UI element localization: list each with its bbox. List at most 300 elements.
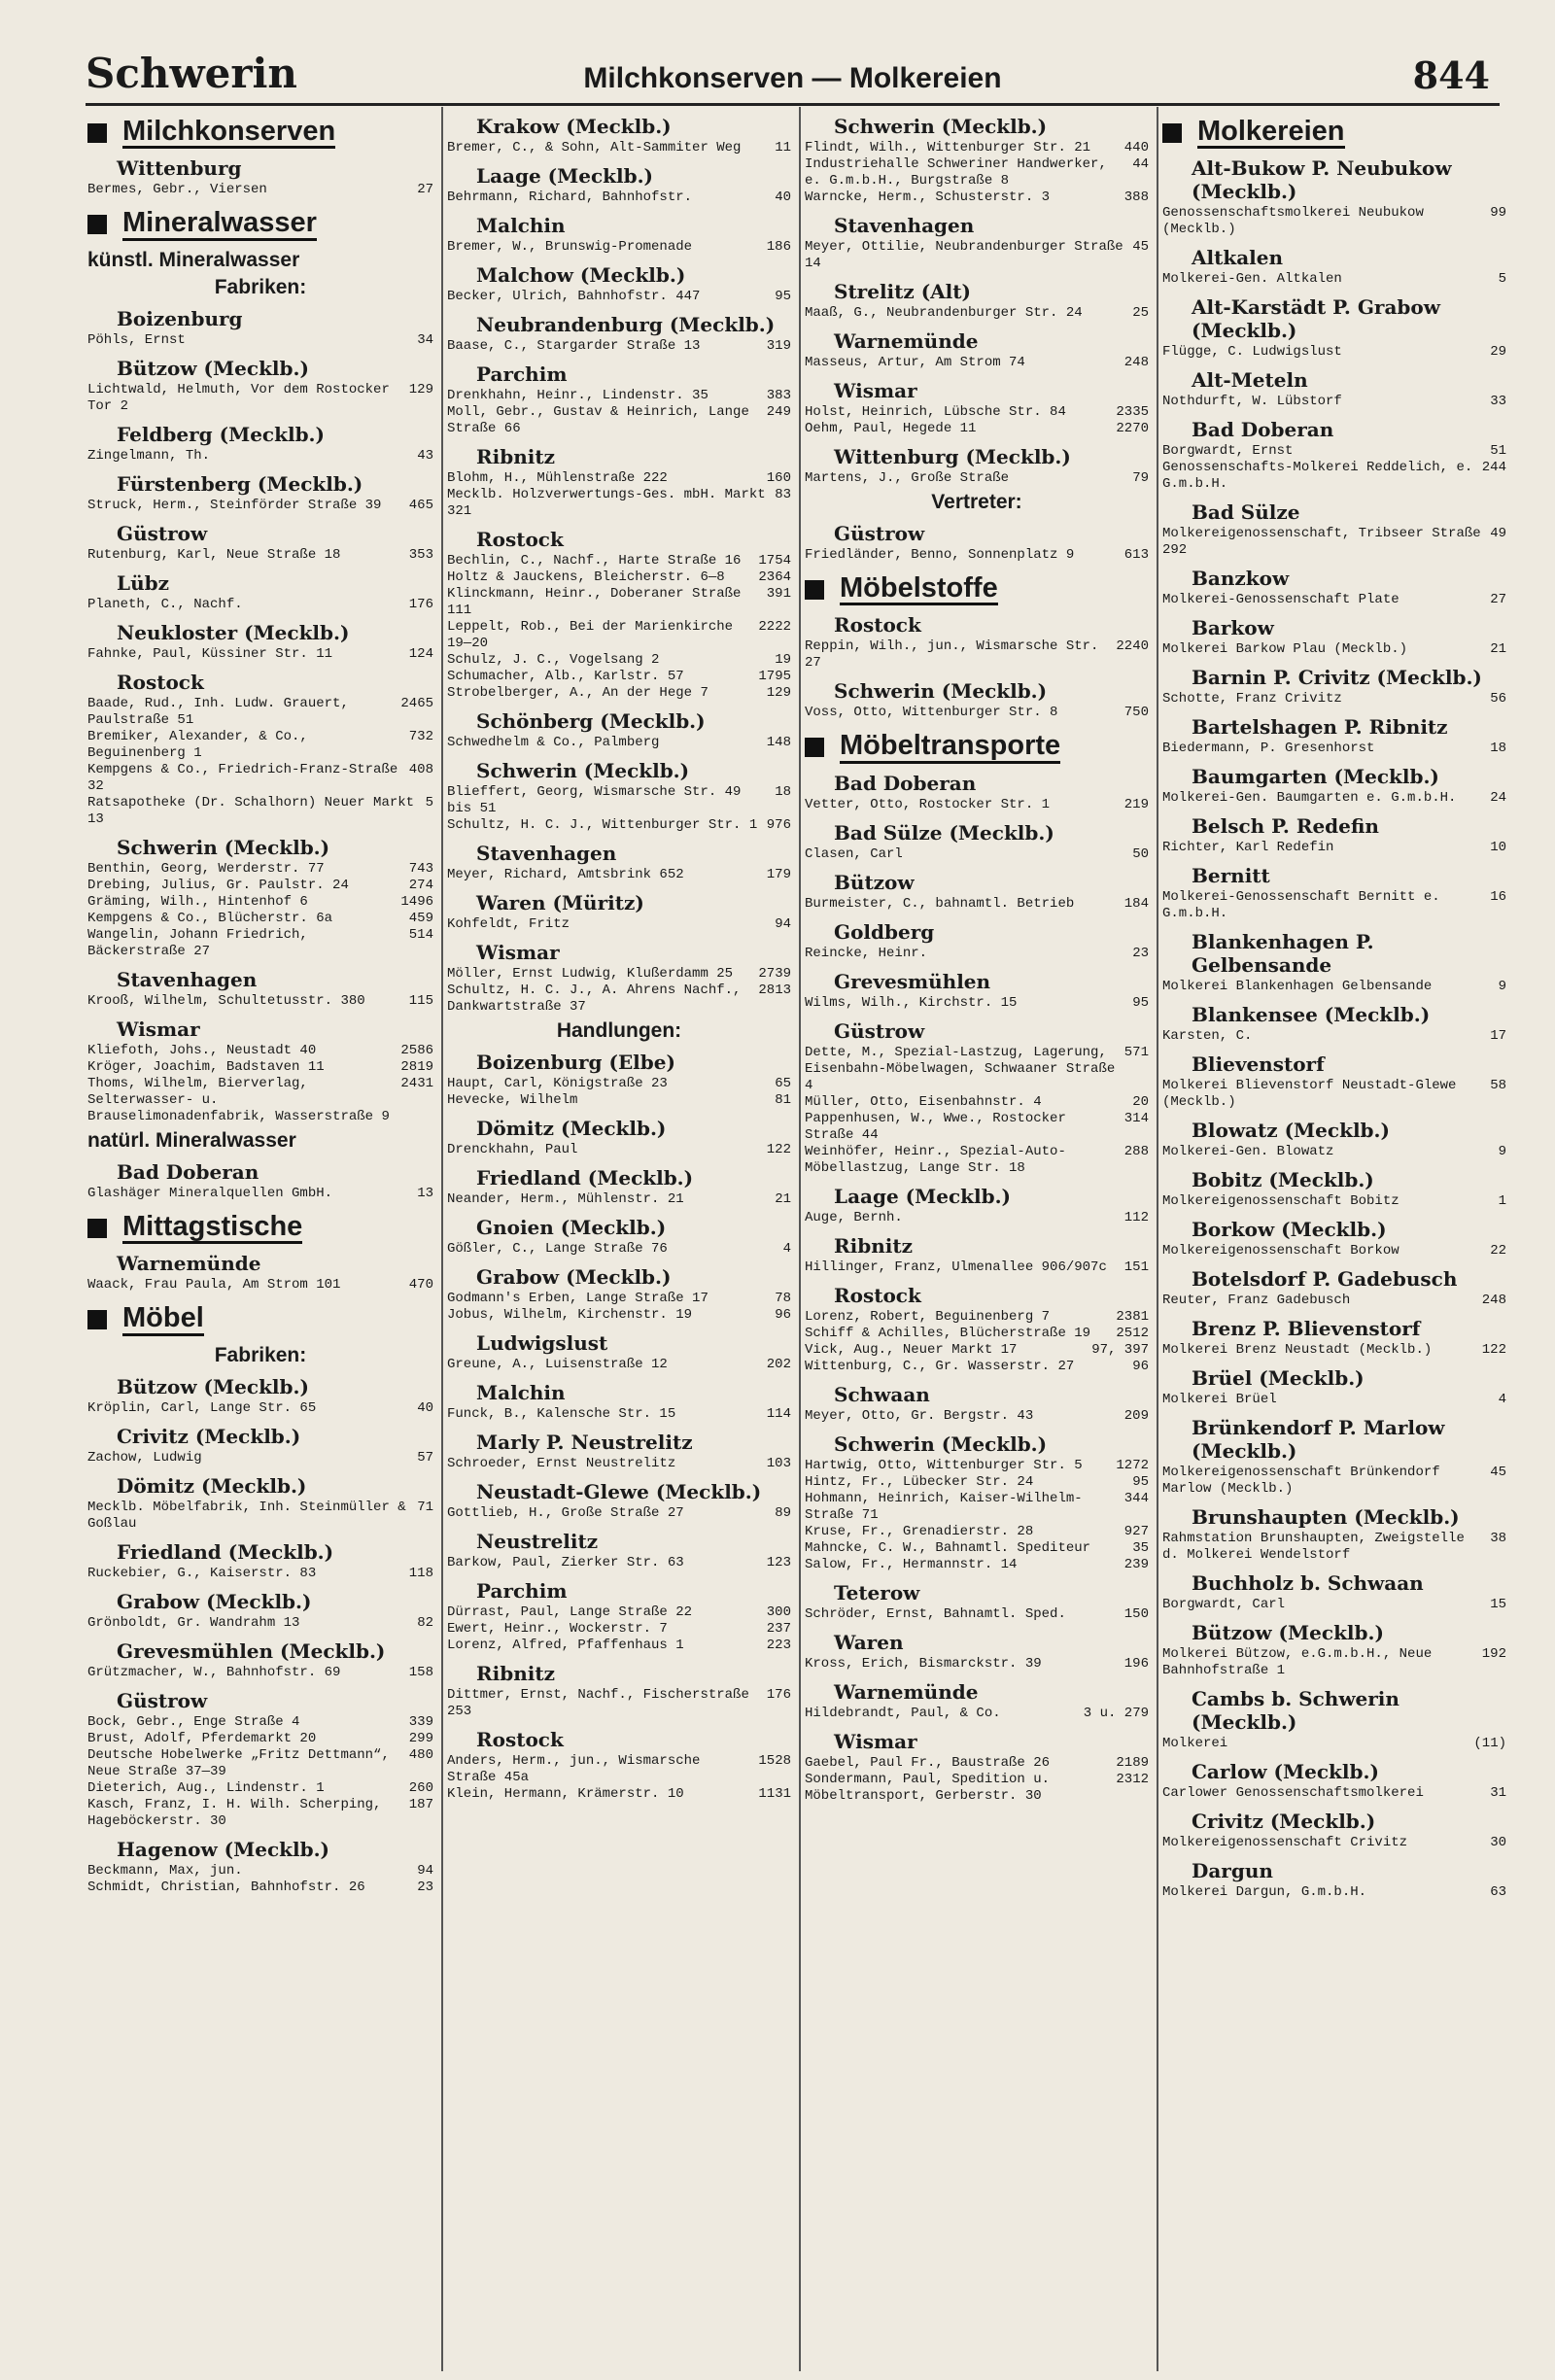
city-heading: Baumgarten (Mecklb.) xyxy=(1192,765,1439,789)
entry-phone: 260 xyxy=(408,1779,433,1796)
entry-name: Warncke, Herm., Schusterstr. 3 xyxy=(805,190,1051,205)
entry-phone: 17 xyxy=(1490,1028,1506,1045)
listing-entry xyxy=(87,878,433,894)
entry-phone: 22 xyxy=(1490,1243,1506,1259)
entry-name: Kross, Erich, Bismarckstr. 39 xyxy=(805,1655,1042,1672)
entry-name: Hintz, Fr., Lübecker Str. 24 xyxy=(805,1473,1034,1490)
entry-phone: 750 xyxy=(1123,705,1149,721)
city-heading: Friedland (Mecklb.) xyxy=(117,1539,334,1564)
entry-name: Molkerei-Genossenschaft Bernitt e. G.m.b.H. xyxy=(1162,889,1440,922)
entry-name: Kröger, Joachim, Badstaven 11 xyxy=(87,1058,325,1075)
listing-entry xyxy=(447,685,791,702)
entry-name: Klinckmann, Heinr., Doberaner Straße 111 xyxy=(447,586,742,618)
city-heading: Bernitt xyxy=(1192,864,1270,888)
entry-name: Wilms, Wilh., Kirchstr. 15 xyxy=(805,994,1018,1011)
listing-entry xyxy=(805,1524,1149,1540)
entry-name: Kröplin, Carl, Lange Str. 65 xyxy=(87,1399,317,1416)
listing-entry xyxy=(805,1755,1149,1772)
listing-entry xyxy=(805,1491,1149,1524)
entry-phone: 1754 xyxy=(758,553,791,569)
listing-entry xyxy=(805,1342,1149,1359)
entry-name: Molkerei-Gen. Baumgarten e. G.m.b.H. xyxy=(1162,790,1457,807)
entry-phone: 459 xyxy=(408,910,433,926)
entry-phone: 2222 xyxy=(758,619,791,635)
entry-name: Industriehalle Schweriner Handwerker, e. G.m.b.H., Burgstraße 8 xyxy=(805,156,1107,189)
entry-phone: 9 xyxy=(1498,1144,1506,1160)
entry-phone: 732 xyxy=(408,728,433,744)
entry-name: Flindt, Wilh., Wittenburger Str. 21 xyxy=(805,140,1091,155)
entry-phone: 237 xyxy=(766,1621,791,1637)
entry-name: Auge, Bernh. xyxy=(805,1209,903,1225)
entry-phone: 96 xyxy=(775,1307,791,1323)
city-heading: Bad Doberan xyxy=(1192,418,1334,442)
city-heading: Bad Doberan xyxy=(834,771,977,795)
entry-name: Schiff & Achilles, Blücherstraße 19 xyxy=(805,1325,1091,1341)
entry-name: Sondermann, Paul, Spedition u. Möbeltransport, Gerberstr. 30 xyxy=(805,1771,1051,1804)
entry-phone: 33 xyxy=(1490,394,1506,410)
listing-entry xyxy=(805,239,1149,272)
entry-phone: 114 xyxy=(766,1406,791,1422)
listing-entry xyxy=(805,1656,1149,1673)
listing-entry xyxy=(1162,1785,1506,1802)
entry-name: Bremer, C., & Sohn, Alt-Sammiter Weg xyxy=(447,140,742,155)
listing-entry xyxy=(447,1191,791,1208)
entry-phone: 65 xyxy=(775,1076,791,1091)
entry-name: Glashäger Mineralquellen GmbH. xyxy=(87,1185,333,1201)
entry-phone: 391 xyxy=(766,586,791,602)
city-heading: Parchim xyxy=(476,1579,568,1603)
entry-name: Kruse, Fr., Grenadierstr. 28 xyxy=(805,1523,1034,1539)
entry-name: Molkerei Brüel xyxy=(1162,1392,1277,1408)
entry-name: Strobelberger, A., An der Hege 7 xyxy=(447,685,708,701)
subsection-heading: künstl. Mineralwasser xyxy=(87,248,300,271)
entry-phone: 63 xyxy=(1490,1884,1506,1901)
entry-phone: 82 xyxy=(417,1614,433,1631)
entry-phone: 29 xyxy=(1490,344,1506,361)
listing-entry xyxy=(1162,1342,1506,1359)
entry-phone: 118 xyxy=(408,1565,433,1581)
listing-entry xyxy=(1162,205,1506,238)
entry-name: Bremer, W., Brunswig-Promenade xyxy=(447,239,693,255)
entry-phone: 196 xyxy=(1123,1655,1149,1672)
entry-name: Richter, Karl Redefin xyxy=(1162,840,1334,856)
entry-phone: 2813 xyxy=(758,983,791,998)
listing-entry xyxy=(87,1500,433,1533)
city-heading: Rostock xyxy=(117,670,204,694)
entry-phone: 71 xyxy=(417,1499,433,1515)
entry-phone: 4 xyxy=(782,1241,791,1257)
entry-phone: 25 xyxy=(1132,305,1149,321)
entry-name: Molkerei Barkow Plau (Mecklb.) xyxy=(1162,641,1408,658)
entry-name: Benthin, Georg, Werderstr. 77 xyxy=(87,860,325,877)
city-heading: Blowatz (Mecklb.) xyxy=(1192,1119,1390,1143)
entry-phone: 31 xyxy=(1490,1785,1506,1802)
listing-entry xyxy=(805,1474,1149,1491)
listing-entry xyxy=(447,553,791,569)
city-heading: Dömitz (Mecklb.) xyxy=(117,1473,307,1498)
entry-phone: 223 xyxy=(766,1638,791,1653)
entry-name: Pöhls, Ernst xyxy=(87,331,186,348)
section-heading xyxy=(87,208,433,240)
entry-name: Reppin, Wilh., jun., Wismarsche Str. 27 xyxy=(805,638,1099,672)
entry-name: Meyer, Richard, Amtsbrink 652 xyxy=(447,867,684,882)
entry-phone: 176 xyxy=(766,1687,791,1703)
listing-entry xyxy=(87,1731,433,1747)
entry-phone: 976 xyxy=(766,817,791,833)
entry-name: Molkerei-Genossenschaft Plate xyxy=(1162,592,1400,608)
section-bullet-icon xyxy=(87,123,107,143)
section-title: Mineralwasser xyxy=(122,208,317,240)
city-heading: Grabow (Mecklb.) xyxy=(476,1265,672,1289)
entry-phone: 176 xyxy=(408,596,433,612)
city-heading: Blankenhagen P. Gelbensande xyxy=(1192,930,1374,978)
city-heading: Carlow (Mecklb.) xyxy=(1192,1760,1379,1784)
entry-phone: 89 xyxy=(775,1505,791,1521)
entry-name: Kempgens & Co., Friedrich-Franz-Straße 32 xyxy=(87,761,398,794)
listing-entry xyxy=(805,1540,1149,1557)
entry-name: Krooß, Wilhelm, Schultetusstr. 380 xyxy=(87,992,365,1009)
city-heading: Krakow (Mecklb.) xyxy=(476,115,672,138)
listing-entry xyxy=(447,487,791,520)
listing-entry xyxy=(805,896,1149,913)
listing-entry xyxy=(805,705,1149,721)
entry-name: Klein, Hermann, Krämerstr. 10 xyxy=(447,1786,684,1802)
city-heading: Grevesmühlen xyxy=(834,969,991,993)
entry-name: Waack, Frau Paula, Am Strom 101 xyxy=(87,1277,341,1293)
city-heading: Brunshaupten (Mecklb.) xyxy=(1192,1505,1460,1530)
entry-name: Becker, Ulrich, Bahnhofstr. 447 xyxy=(447,289,701,304)
listing-entry xyxy=(805,1557,1149,1573)
section-bullet-icon xyxy=(1162,123,1182,143)
entry-phone: 112 xyxy=(1123,1209,1149,1225)
entry-phone: 1496 xyxy=(400,893,433,910)
listing-entry xyxy=(447,569,791,586)
listing-entry xyxy=(1162,889,1506,922)
entry-name: Fahnke, Paul, Küssiner Str. 11 xyxy=(87,645,333,662)
section-title: Möbel xyxy=(122,1303,204,1335)
listing-entry xyxy=(1162,1243,1506,1259)
entry-name: Molkereigenossenschaft Bobitz xyxy=(1162,1193,1400,1210)
city-heading: Blankensee (Mecklb.) xyxy=(1192,1003,1431,1027)
entry-name: Molkerei Brenz Neustadt (Mecklb.) xyxy=(1162,1342,1433,1359)
entry-phone: 45 xyxy=(1132,239,1149,255)
entry-name: Flügge, C. Ludwigslust xyxy=(1162,344,1342,361)
city-heading: Laage (Mecklb.) xyxy=(476,164,654,188)
entry-name: Baade, Rud., Inh. Ludw. Grauert, Paulstraße 51 xyxy=(87,695,349,728)
entry-name: Ratsapotheke (Dr. Schalhorn) Neuer Markt 13 xyxy=(87,794,415,827)
entry-name: Salow, Fr., Hermannstr. 14 xyxy=(805,1556,1018,1572)
listing-entry xyxy=(447,1076,791,1092)
city-heading: Goldberg xyxy=(834,919,935,944)
city-heading: Laage (Mecklb.) xyxy=(834,1184,1012,1208)
entry-phone: 2431 xyxy=(400,1075,433,1091)
listing-entry xyxy=(1162,1028,1506,1045)
entry-name: Schwedhelm & Co., Palmberg xyxy=(447,735,660,750)
entry-phone: 151 xyxy=(1123,1259,1149,1275)
entry-name: Möller, Ernst Ludwig, Klußerdamm 25 xyxy=(447,966,734,982)
city-heading: Malchin xyxy=(476,1381,566,1404)
entry-name: Mecklb. Holzverwertungs-Ges. mbH. Markt 321 xyxy=(447,487,766,519)
city-heading: Belsch P. Redefin xyxy=(1192,814,1379,839)
entry-phone: 927 xyxy=(1123,1523,1149,1539)
page-header xyxy=(86,49,1500,106)
entry-phone: 158 xyxy=(408,1664,433,1680)
entry-phone: 58 xyxy=(1490,1078,1506,1094)
listing-entry xyxy=(87,696,433,729)
listing-entry xyxy=(447,388,791,404)
entry-name: Nothdurft, W. Lübstorf xyxy=(1162,394,1342,410)
city-heading: Warnemünde xyxy=(834,329,979,353)
entry-phone: 95 xyxy=(775,289,791,304)
listing-entry xyxy=(1162,790,1506,807)
entry-phone: 44 xyxy=(1132,156,1149,172)
listing-entry xyxy=(1162,271,1506,288)
listing-entry xyxy=(447,669,791,685)
entry-phone: 319 xyxy=(766,338,791,354)
listing-entry xyxy=(447,1291,791,1307)
entry-name: Bechlin, C., Nachf., Harte Straße 16 xyxy=(447,553,742,569)
entry-phone: 1272 xyxy=(1116,1457,1149,1473)
entry-phone: 81 xyxy=(775,1092,791,1108)
entry-name: Schumacher, Alb., Karlstr. 57 xyxy=(447,669,684,684)
city-heading: Güstrow xyxy=(117,1688,208,1712)
listing-entry xyxy=(1162,979,1506,995)
entry-name: Hildebrandt, Paul, & Co. xyxy=(805,1705,1001,1721)
section-heading xyxy=(87,1303,433,1335)
entry-phone: 96 xyxy=(1132,1358,1149,1374)
entry-name: Biedermann, P. Gresenhorst xyxy=(1162,741,1375,757)
entry-name: Friedländer, Benno, Sonnenplatz 9 xyxy=(805,547,1075,563)
entry-name: Karsten, C. xyxy=(1162,1028,1253,1045)
entry-phone: 16 xyxy=(1490,889,1506,906)
entry-name: Struck, Herm., Steinförder Straße 39 xyxy=(87,497,382,513)
entry-name: Ruckebier, G., Kaiserstr. 83 xyxy=(87,1565,317,1581)
entry-phone: 97, 397 xyxy=(1091,1341,1149,1358)
listing-entry xyxy=(1162,1392,1506,1408)
entry-phone: 40 xyxy=(775,190,791,205)
city-heading: Grabow (Mecklb.) xyxy=(117,1589,312,1613)
section-heading xyxy=(87,1212,433,1244)
listing-entry xyxy=(87,762,433,795)
entry-name: Schultz, H. C. J., A. Ahrens Nachf., Dankwartstraße 37 xyxy=(447,983,742,1015)
listing-entry xyxy=(1162,1646,1506,1679)
city-heading: Wismar xyxy=(476,941,560,964)
entry-name: Pappenhusen, W., Wwe., Rostocker Straße 44 xyxy=(805,1110,1066,1143)
city-heading: Banzkow xyxy=(1192,567,1290,591)
entry-phone: 4 xyxy=(1498,1392,1506,1408)
entry-name: Mecklb. Möbelfabrik, Inh. Steinmüller & Goßlau xyxy=(87,1499,406,1532)
entry-phone: 11 xyxy=(775,140,791,155)
city-heading: Wittenburg xyxy=(117,156,242,181)
listing-entry xyxy=(447,619,791,652)
entry-phone: 2739 xyxy=(758,966,791,982)
entry-name: Holtz & Jauckens, Bleicherstr. 6—8 xyxy=(447,569,725,585)
listing-entry xyxy=(1162,526,1506,559)
entry-name: Schmidt, Christian, Bahnhofstr. 26 xyxy=(87,1879,365,1895)
entry-name: Kempgens & Co., Blücherstr. 6a xyxy=(87,910,333,926)
city-heading: Hagenow (Mecklb.) xyxy=(117,1837,329,1861)
listing-entry xyxy=(447,1604,791,1621)
entry-phone: 78 xyxy=(775,1291,791,1306)
listing-entry xyxy=(87,547,433,564)
entry-name: Molkerei xyxy=(1162,1736,1228,1752)
subsection-heading: Fabriken: xyxy=(214,1343,307,1366)
entry-name: Anders, Herm., jun., Wismarsche Straße 45a xyxy=(447,1753,701,1785)
entry-name: Voss, Otto, Wittenburger Str. 8 xyxy=(805,705,1058,721)
listing-entry xyxy=(87,448,433,465)
listing-entry xyxy=(87,861,433,878)
section-bullet-icon xyxy=(805,580,824,600)
city-heading: Strelitz (Alt) xyxy=(834,280,971,303)
entry-phone: 1528 xyxy=(758,1753,791,1769)
entry-phone: 344 xyxy=(1123,1490,1149,1506)
listing-entry xyxy=(447,784,791,817)
city-heading: Barnin P. Crivitz (Mecklb.) xyxy=(1192,666,1482,690)
city-heading: Lübz xyxy=(117,570,169,595)
city-heading: Altkalen xyxy=(1192,246,1284,270)
entry-phone: 123 xyxy=(766,1555,791,1570)
listing-entry xyxy=(1162,840,1506,856)
listing-entry xyxy=(805,404,1149,421)
entry-name: Godmann's Erben, Lange Straße 17 xyxy=(447,1291,708,1306)
listing-entry xyxy=(447,1241,791,1258)
entry-phone: 383 xyxy=(766,388,791,403)
city-heading: Ribnitz xyxy=(476,445,555,468)
listing-entry xyxy=(805,1111,1149,1144)
entry-name: Blohm, H., Mühlenstraße 222 xyxy=(447,470,668,486)
entry-phone: 2819 xyxy=(400,1058,433,1075)
column-3 xyxy=(799,107,1153,2371)
listing-entry xyxy=(805,995,1149,1012)
listing-entry xyxy=(447,983,791,1016)
listing-entry xyxy=(1162,443,1506,460)
entry-name: Schotte, Franz Crivitz xyxy=(1162,691,1342,707)
entry-phone: 150 xyxy=(1123,1605,1149,1622)
page-number: 844 xyxy=(1412,53,1490,97)
city-heading: Schwerin (Mecklb.) xyxy=(834,1431,1048,1456)
listing-entry xyxy=(1162,1597,1506,1613)
city-heading: Stavenhagen xyxy=(834,214,975,237)
entry-phone: 314 xyxy=(1123,1110,1149,1126)
entry-name: Weinhöfer, Heinr., Spezial-Auto-Möbellastzug, Lange Str. 18 xyxy=(805,1143,1066,1176)
entry-phone: 2364 xyxy=(758,569,791,585)
entry-name: Molkerei-Gen. Blowatz xyxy=(1162,1144,1334,1160)
listing-entry xyxy=(87,1797,433,1830)
listing-entry xyxy=(87,1277,433,1293)
listing-entry xyxy=(87,382,433,415)
section-bullet-icon xyxy=(87,1310,107,1329)
entry-name: Oehm, Paul, Hegede 11 xyxy=(805,421,977,436)
entry-name: Gottlieb, H., Große Straße 27 xyxy=(447,1505,684,1521)
city-heading: Stavenhagen xyxy=(117,967,258,991)
entry-name: Molkerei Bützow, e.G.m.b.H., Neue Bahnhofstraße 1 xyxy=(1162,1646,1433,1679)
entry-name: Grönboldt, Gr. Wandrahm 13 xyxy=(87,1614,300,1631)
entry-phone: 18 xyxy=(1490,741,1506,757)
entry-name: Bermes, Gebr., Viersen xyxy=(87,182,267,198)
city-heading: Brüel (Mecklb.) xyxy=(1192,1366,1365,1391)
listing-entry xyxy=(447,652,791,669)
city-heading: Bartelshagen P. Ribnitz xyxy=(1192,715,1448,740)
entry-phone: 186 xyxy=(766,239,791,255)
listing-entry xyxy=(1162,1531,1506,1564)
city-heading: Ribnitz xyxy=(834,1233,913,1258)
entry-phone: 248 xyxy=(1123,355,1149,370)
city-heading: Ribnitz xyxy=(476,1662,555,1685)
entry-name: Schröder, Ernst, Bahnamtl. Sped. xyxy=(805,1605,1066,1622)
city-heading: Schwaan xyxy=(834,1382,930,1406)
listing-entry xyxy=(447,1621,791,1638)
entry-name: Meyer, Ottilie, Neubrandenburger Straße 14 xyxy=(805,239,1123,271)
city-heading: Schwerin (Mecklb.) xyxy=(834,115,1048,138)
entry-phone: 2381 xyxy=(1116,1308,1149,1325)
listing-entry xyxy=(447,1307,791,1324)
entry-phone: 10 xyxy=(1490,840,1506,856)
entry-name: Beckmann, Max, jun. xyxy=(87,1862,243,1879)
entry-phone: 13 xyxy=(417,1185,433,1201)
listing-entry xyxy=(447,140,791,156)
entry-name: Drebing, Julius, Gr. Paulstr. 24 xyxy=(87,877,349,893)
listing-entry xyxy=(1162,1193,1506,1210)
entry-phone: 24 xyxy=(1490,790,1506,807)
entry-name: Zingelmann, Th. xyxy=(87,447,211,464)
listing-entry xyxy=(87,1566,433,1582)
listing-entry xyxy=(805,305,1149,322)
city-heading: Alt-Bukow P. Neubukow (Mecklb.) xyxy=(1192,156,1452,204)
entry-phone: 23 xyxy=(1132,945,1149,961)
listing-entry xyxy=(447,239,791,256)
city-heading: Malchow (Mecklb.) xyxy=(476,263,686,287)
city-heading: Güstrow xyxy=(834,522,925,545)
city-heading: Schwerin (Mecklb.) xyxy=(476,759,690,782)
city-heading: Alt-Karstädt P. Grabow (Mecklb.) xyxy=(1192,295,1440,343)
listing-entry xyxy=(805,1326,1149,1342)
entry-name: Molkerei Blankenhagen Gelbensande xyxy=(1162,979,1433,995)
listing-entry xyxy=(805,1259,1149,1276)
entry-phone: 743 xyxy=(408,860,433,877)
city-heading: Dargun xyxy=(1192,1859,1273,1883)
entry-phone: 514 xyxy=(408,926,433,943)
entry-phone: 571 xyxy=(1123,1044,1149,1060)
entry-phone: 184 xyxy=(1123,895,1149,912)
listing-entry xyxy=(87,597,433,613)
listing-entry xyxy=(447,1406,791,1423)
entry-name: Genossenschaftsmolkerei Neubukow (Mecklb.) xyxy=(1162,205,1424,238)
listing-entry xyxy=(805,140,1149,156)
entry-phone: 613 xyxy=(1123,547,1149,563)
entry-phone: 219 xyxy=(1123,796,1149,812)
entry-name: Neander, Herm., Mühlenstr. 21 xyxy=(447,1191,684,1207)
entry-name: Zachow, Ludwig xyxy=(87,1449,202,1466)
listing-entry xyxy=(1162,1293,1506,1309)
entry-name: Schulz, J. C., Vogelsang 2 xyxy=(447,652,660,668)
entry-phone: 122 xyxy=(1481,1342,1506,1359)
entry-phone: 50 xyxy=(1132,845,1149,862)
entry-phone: 30 xyxy=(1490,1835,1506,1851)
entry-phone: 83 xyxy=(775,487,791,502)
city-heading: Brenz P. Blievenstorf xyxy=(1192,1317,1421,1341)
listing-entry xyxy=(87,498,433,514)
entry-name: Schroeder, Ernst Neustrelitz xyxy=(447,1456,676,1471)
entry-name: Holst, Heinrich, Lübsche Str. 84 xyxy=(805,404,1066,420)
entry-phone: 40 xyxy=(417,1399,433,1416)
city-heading: Buchholz b. Schwaan xyxy=(1192,1571,1424,1596)
section-title: Molkereien xyxy=(1197,117,1345,149)
entry-name: Lorenz, Alfred, Pfaffenhaus 1 xyxy=(447,1638,684,1653)
city-heading: Rostock xyxy=(834,1283,921,1307)
entry-name: Gaebel, Paul Fr., Baustraße 26 xyxy=(805,1754,1051,1771)
listing-entry xyxy=(447,1092,791,1109)
section-heading xyxy=(87,117,433,149)
